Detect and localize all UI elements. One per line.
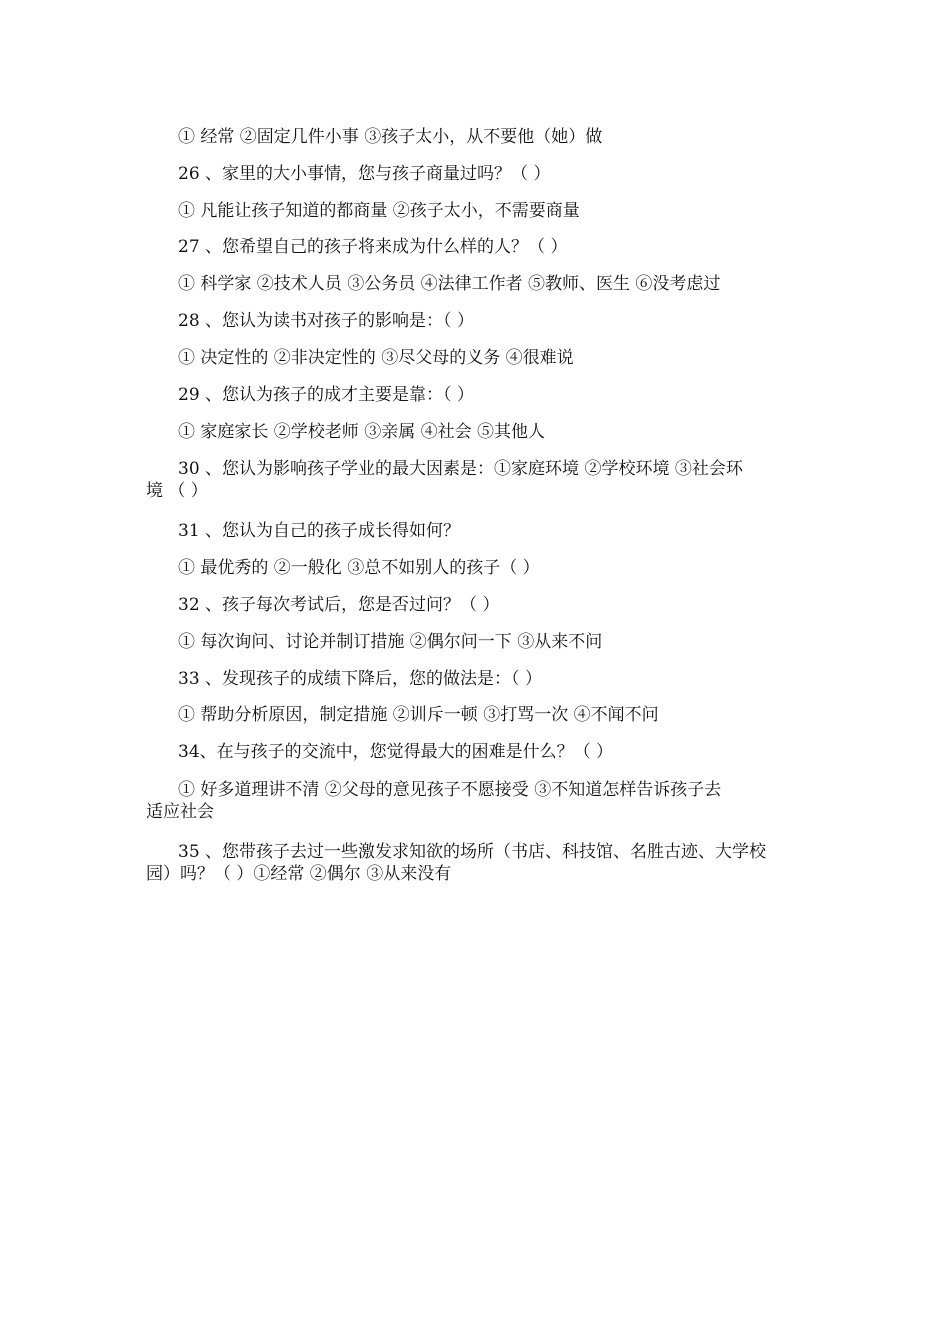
q28-question: 28 、您认为读书对孩子的影响是：（ ） (178, 311, 474, 331)
q28-options: ① 决定性的 ②非决定性的 ③尽父母的义务 ④很难说 (178, 348, 574, 368)
q34-options-line1: ① 好多道理讲不清 ②父母的意见孩子不愿接受 ③不知道怎样告诉孩子去 (178, 780, 722, 800)
q34-question: 34、在与孩子的交流中，您觉得最大的困难是什么？（ ） (178, 742, 614, 762)
q31-options: ① 最优秀的 ②一般化 ③总不如别人的孩子（ ） (178, 558, 540, 578)
q27-question: 27 、您希望自己的孩子将来成为什么样的人？（ ） (178, 237, 568, 257)
q35-question (146, 841, 814, 885)
q30-question-line1: 30 、您认为影响孩子学业的最大因素是：①家庭环境 ②学校环境 ③社会环 (178, 459, 743, 479)
q35-question-line1: 35 、您带孩子去过一些激发求知欲的场所（书店、科技馆、名胜古迹、大学校 (178, 842, 767, 862)
q34-options (146, 779, 814, 823)
q31-question: 31 、您认为自己的孩子成长得如何？ (178, 521, 461, 541)
q30-question-line2: 境 （ ） (146, 481, 208, 501)
q25-options: ① 经常 ②固定几件小事 ③孩子太小，从不要他（她）做 (178, 127, 603, 147)
q33-options: ① 帮助分析原因，制定措施 ②训斥一顿 ③打骂一次 ④不闻不问 (178, 705, 659, 725)
q35-question-line2: 园）吗？（ ）①经常 ②偶尔 ③从来没有 (146, 864, 452, 884)
q26-options: ① 凡能让孩子知道的都商量 ②孩子太小，不需要商量 (178, 201, 580, 221)
q32-options: ① 每次询问、讨论并制订措施 ②偶尔问一下 ③从来不问 (178, 632, 603, 652)
q34-options-line2: 适应社会 (146, 802, 214, 822)
q33-question: 33 、发现孩子的成绩下降后，您的做法是：（ ） (178, 669, 542, 689)
q30-question (146, 458, 814, 502)
q29-options: ① 家庭家长 ②学校老师 ③亲属 ④社会 ⑤其他人 (178, 422, 546, 442)
q29-question: 29 、您认为孩子的成才主要是靠：（ ） (178, 385, 474, 405)
q26-question: 26 、家里的大小事情，您与孩子商量过吗？（ ） (178, 164, 551, 184)
q27-options: ① 科学家 ②技术人员 ③公务员 ④法律工作者 ⑤教师、医生 ⑥没考虑过 (178, 274, 721, 294)
q32-question: 32 、孩子每次考试后，您是否过问？（ ） (178, 595, 500, 615)
